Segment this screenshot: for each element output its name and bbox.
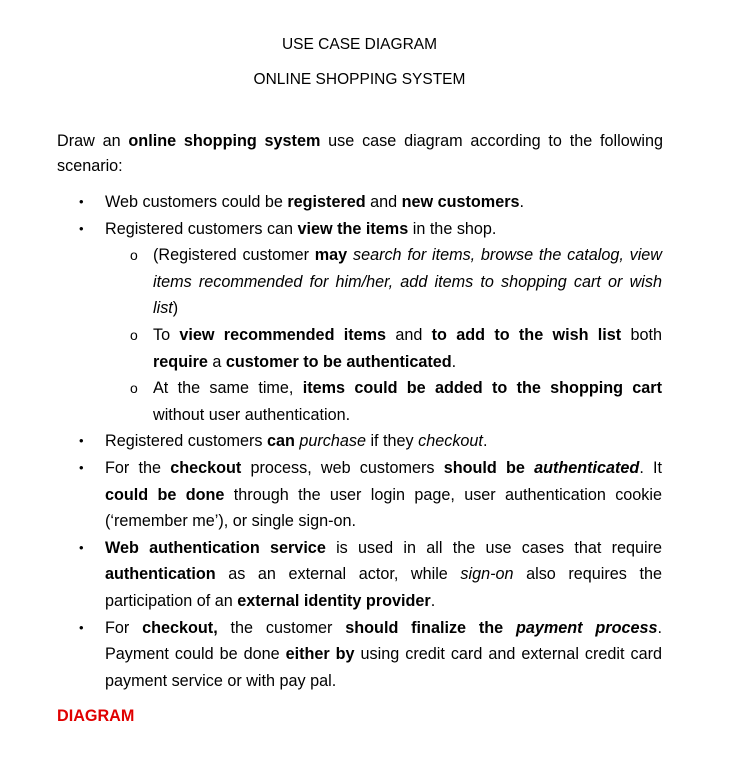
list-item <box>0 216 662 429</box>
text: . <box>451 352 457 371</box>
text: . Payment could be done <box>105 618 662 664</box>
diagram-heading: DIAGRAM <box>57 707 135 725</box>
text: Web customers could be <box>105 193 288 211</box>
text: (Registered customer <box>153 246 315 265</box>
text: For the <box>105 458 171 477</box>
bold-text: items could be added to the shopping cart <box>302 379 663 398</box>
bold-text: may <box>314 246 348 265</box>
text: in the shop. <box>408 219 497 238</box>
bold-text: registered <box>287 193 366 211</box>
text: ) <box>172 299 179 318</box>
bold-text: should be <box>443 458 535 477</box>
text: and <box>365 193 402 211</box>
text: a <box>207 352 226 371</box>
bold-text: authentication <box>105 565 216 584</box>
bullet-icon: • <box>79 220 84 236</box>
scenario-list <box>0 189 739 694</box>
text: process, web customers <box>241 458 444 477</box>
bold-text: view the items <box>297 219 409 238</box>
text: Registered customers can <box>105 219 298 238</box>
intro-bold: online shopping system <box>128 132 321 150</box>
text: as an external actor, while <box>215 565 461 584</box>
text: using credit card and external credit card payment service or with pay pal. <box>105 645 662 690</box>
bold-text: checkout <box>170 458 242 477</box>
bold-text: checkout, <box>142 618 218 637</box>
sub-list <box>105 242 662 428</box>
sub-bullet-icon: o <box>130 247 138 264</box>
bold-text: customer to be authenticated <box>225 352 452 371</box>
text: . <box>430 591 436 610</box>
bullet-icon: • <box>79 433 84 449</box>
bold-text: external identity provider <box>237 591 431 610</box>
bullet-icon: • <box>79 459 84 475</box>
intro-paragraph <box>57 129 663 179</box>
text: is used in all the use cases that require <box>325 538 662 557</box>
text: . <box>519 193 525 211</box>
bullet-icon: • <box>79 619 84 635</box>
bold-text: view recommended items <box>179 325 387 344</box>
text: the customer <box>217 618 346 637</box>
sub-list-item <box>130 322 662 375</box>
sub-list-item <box>130 375 663 428</box>
bold-italic-text: payment process <box>516 618 658 637</box>
text: if they <box>365 432 419 451</box>
document-subtitle: ONLINE SHOPPING SYSTEM <box>253 71 466 88</box>
intro-text: Draw an <box>57 132 129 150</box>
bold-text: Web authentication service <box>105 538 326 557</box>
list-item <box>0 428 662 455</box>
bold-text: new customers <box>401 193 520 211</box>
text: . It <box>639 458 663 477</box>
text: and <box>386 325 432 344</box>
bold-text: should finalize the <box>345 618 516 637</box>
sub-list-item <box>130 242 662 322</box>
document-title: USE CASE DIAGRAM <box>281 36 438 53</box>
italic-text: purchase <box>299 432 366 451</box>
sub-bullet-icon: o <box>130 326 138 343</box>
text: without user authentication. <box>153 405 351 424</box>
list-item <box>0 615 662 695</box>
bold-text: could be done <box>105 485 225 504</box>
text: At the same time, <box>153 379 303 398</box>
sub-bullet-icon: o <box>130 380 138 397</box>
bullet-icon: • <box>79 194 84 209</box>
text: To <box>153 325 180 344</box>
bold-text: to add to the wish list <box>431 325 622 344</box>
bullet-icon: • <box>79 539 84 555</box>
list-item <box>0 455 662 535</box>
list-item <box>0 189 662 216</box>
text: . <box>482 432 488 451</box>
bold-text: require <box>153 352 208 371</box>
text: both <box>621 325 662 344</box>
text: For <box>105 618 143 637</box>
text: Registered customers <box>105 432 267 451</box>
italic-text: checkout <box>418 432 483 451</box>
italic-text: search for items, browse the catalog, view items recommended for him/her, add items to shopping cart or wish list <box>153 246 662 318</box>
bold-text: either by <box>285 645 355 664</box>
text: through the user login page, user authentication cookie (‘remember me’), or single sign-on. <box>105 485 663 531</box>
bold-text: can <box>266 432 295 451</box>
bold-italic-text: authenticated <box>534 458 640 477</box>
intro-text-end: use case diagram according to the following scenario: <box>57 132 664 175</box>
italic-text: sign-on <box>460 565 514 584</box>
text: also requires the participation of an <box>105 565 662 610</box>
list-item <box>0 535 662 615</box>
